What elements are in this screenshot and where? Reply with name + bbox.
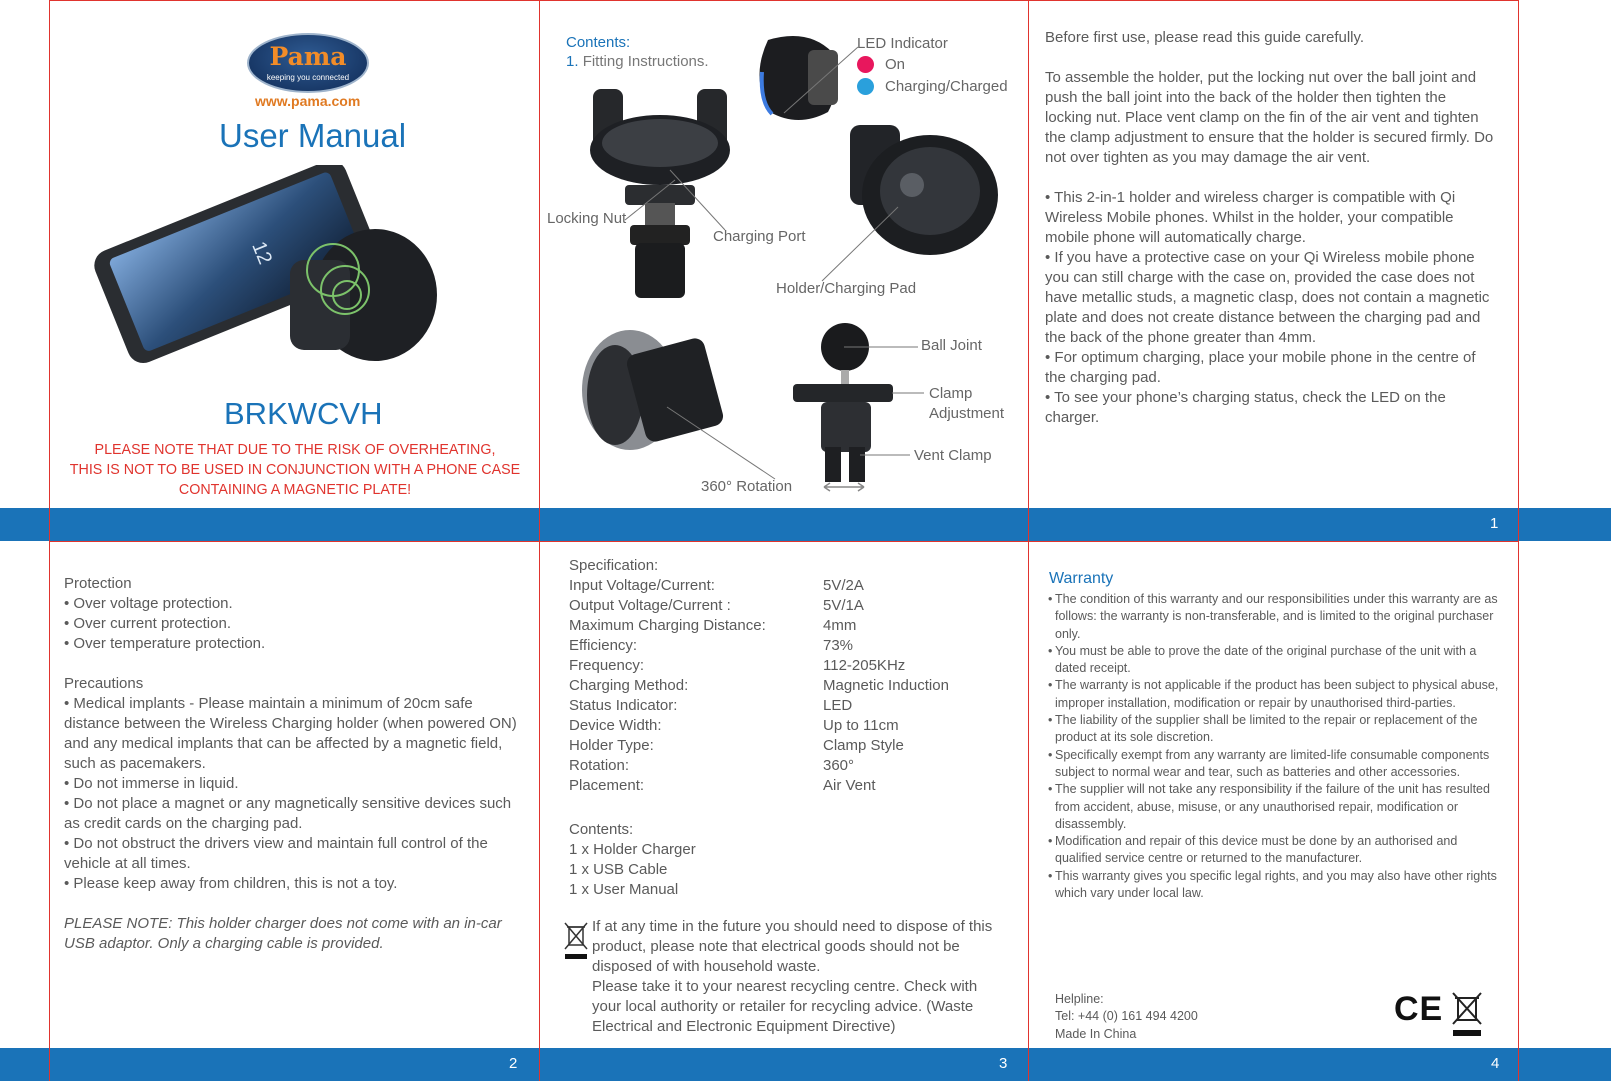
label-rotation: 360° Rotation (701, 478, 793, 495)
spec-row (569, 676, 989, 696)
disposal-paragraph: If at any time in the future you should need to dispose of this product, please note that electrical goods should not be disposed of with household waste. (592, 918, 993, 975)
warranty-item: Modification and repair of this device must be done by an authorised and qualified service centre or returned to the manufacturer. (1055, 834, 1458, 866)
warning-line: THIS IS NOT TO BE USED IN CONJUNCTION WITH A PHONE CASE (69, 462, 521, 478)
ce-mark: CE (1394, 990, 1444, 1028)
contents-item (566, 53, 709, 70)
contents-heading: Contents: (566, 34, 631, 51)
spec-row (569, 576, 989, 596)
logo-tagline: keeping you connected (266, 73, 350, 82)
page-title: User Manual (219, 117, 407, 154)
spec-key: Status Indicator: (569, 697, 678, 714)
warranty-item: The liability of the supplier shall be limited to the repair or replacement of the product at its sole discretion. (1055, 713, 1478, 745)
list-item: • This 2-in-1 holder and wireless charger is compatible with Qi Wireless Mobile phones. Whilst in the holder, your compatible mobile phone will automatically charge. (1045, 189, 1456, 246)
warranty-item: Specifically exempt from any warranty are limited-life consumable components subject to normal wear and tear, such as batteries and other accessories. (1055, 747, 1490, 779)
spec-key: Device Width: (569, 717, 662, 734)
helpline-tel[interactable]: Tel: +44 (0) 161 494 4200 (1055, 1009, 1198, 1024)
label-locking-nut: Locking Nut (547, 210, 627, 227)
list-item: 1 x USB Cable (569, 861, 668, 878)
divider (1028, 0, 1029, 1081)
spec-row (569, 656, 989, 676)
spec-key: Input Voltage/Current: (569, 577, 715, 594)
warranty-item: The condition of this warranty and our responsibilities under this warranty are as follows: the warranty is non-transferable, and is limited to the original purchaser only. (1055, 592, 1498, 641)
divider (539, 0, 540, 1081)
led-red-dot (857, 56, 874, 73)
warning-line: PLEASE NOTE THAT DUE TO THE RISK OF OVERHEATING, (94, 442, 496, 458)
helpline-block (1055, 991, 1198, 1043)
page-number: 2 (509, 1055, 518, 1072)
weee-bin-icon (563, 921, 589, 961)
helpline-title: Helpline: (1055, 992, 1104, 1006)
list-item: • For optimum charging, place your mobile phone in the centre of the charging pad. (1045, 349, 1476, 386)
list-item: • Do not immerse in liquid. (64, 775, 239, 792)
spec-value: 4mm (823, 617, 857, 634)
brand-logo (247, 33, 369, 93)
spec-value: 73% (823, 637, 854, 654)
divider (49, 0, 1518, 1)
leader-line (820, 205, 900, 285)
rotation-arrow-icon (820, 480, 868, 494)
divider (49, 541, 1518, 542)
spec-row (569, 756, 989, 776)
label-charging-port: Charging Port (713, 228, 806, 245)
spec-row (569, 616, 989, 636)
label-holder-pad: Holder/Charging Pad (776, 280, 917, 297)
svg-text:12: 12 (247, 238, 277, 268)
weee-bin-icon (1450, 990, 1484, 1038)
brand-url[interactable]: www.pama.com (255, 93, 361, 109)
spec-value: 5V/2A (823, 577, 864, 594)
overheating-warning (50, 440, 540, 500)
disposal-text (592, 917, 997, 1037)
phone-charger-illustration (85, 165, 445, 385)
section-heading: Contents: (569, 821, 634, 838)
divider (1518, 0, 1519, 1081)
list-item: • Medical implants - Please maintain a minimum of 20cm safe distance between the Wireless Charging holder (when powered ON) and any medical implants that can be affected by a magnetic field, such as pacemakers. (64, 695, 517, 772)
list-item: • Over temperature protection. (64, 635, 266, 652)
warranty-item: You must be able to prove the date of the original purchase of the unit with a dated receipt. (1055, 643, 1477, 676)
contents-label: Fitting Instructions. (582, 53, 709, 70)
label-led-charging: Charging/Charged (885, 78, 1008, 95)
list-item: 1 x Holder Charger (569, 841, 696, 858)
spec-key: Placement: (569, 777, 645, 794)
label-clamp-adjustment: Clamp (929, 385, 973, 402)
spec-key: Output Voltage/Current : (569, 597, 731, 614)
spec-value: Up to 11cm (823, 717, 899, 734)
list-item: 1 x User Manual (569, 881, 679, 898)
leader-line (665, 405, 785, 485)
warranty-list: • The condition of this warranty and our responsibilities under this warranty are as follows: the warranty is non-transferable, and is limited to the original purchaser only. • You must be able to prove the date of the original purchase of the unit with a dated receipt. • The warranty is not applicable if the product has been subject to physical abuse, improper installation, modification or repair by unauthorised third-parties. • The liability of the supplier shall be limited to the repair or replacement of the product at its sole discretion. • Specifically exempt from any warranty are limited-life consumable components subject to normal wear and tear, such as batteries and other accessories. • The supplier will not take any responsibility if the failure of the unit has resulted from accident, abuse, misuse, or any unauthorised repair, modification or disassembly. • Modification and repair of this device must be done by an authorised and qualified service centre or returned to the manufacturer. • This warranty gives you specific legal rights, and you may also have other rights which vary under local law. (1048, 591, 1506, 902)
spec-value: 112-205KHz (823, 657, 906, 674)
spec-value: 5V/1A (823, 597, 864, 614)
section-heading: Protection (64, 575, 132, 592)
page-number: 3 (999, 1055, 1008, 1072)
protection-section (64, 574, 529, 954)
spec-key: Efficiency: (569, 637, 638, 654)
spec-key: Rotation: (569, 757, 630, 774)
assembly-text: To assemble the holder, put the locking nut over the ball joint and push the ball joint into the back of the holder then tighten the locking nut. Place vent clamp on the fin of the air vent and tighten the clamp adjustment to ensure that the holder is secured firmly. Do not over tighten as you may damage the air vent. (1045, 69, 1494, 166)
list-item: • Do not place a magnet or any magnetically sensitive devices such as credit cards on the charging pad. (64, 795, 512, 832)
spec-value: Air Vent (823, 777, 876, 794)
page-number: 4 (1491, 1055, 1500, 1072)
spec-row (569, 776, 989, 796)
spec-value: 360° (823, 757, 855, 774)
footer-band-bottom (0, 1048, 1611, 1081)
spec-row (569, 716, 989, 736)
section-heading: Specification: (569, 557, 659, 574)
footer-band-top (0, 508, 1611, 541)
usb-adaptor-note: PLEASE NOTE: This holder charger does not come with an in-car USB adaptor. Only a charging cable is provided. (64, 915, 502, 952)
contents-number: 1. (566, 53, 579, 70)
list-item: • Over current protection. (64, 615, 231, 632)
warranty-heading: Warranty (1049, 570, 1114, 587)
specification-table (569, 556, 989, 900)
spec-key: Charging Method: (569, 677, 689, 694)
list-item: • To see your phone’s charging status, check the LED on the charger. (1045, 389, 1446, 426)
spec-value: Magnetic Induction (823, 677, 949, 694)
list-item: • Do not obstruct the drivers view and maintain full control of the vehicle at all times. (64, 835, 488, 872)
warranty-item: The warranty is not applicable if the product has been subject to physical abuse, improper installation, modification or repair by unauthorised third-parties. (1055, 678, 1499, 710)
label-led-indicator: LED Indicator (857, 35, 948, 52)
warning-line: CONTAINING A MAGNETIC PLATE! (178, 482, 412, 498)
list-item: • Please keep away from children, this is not a toy. (64, 875, 398, 892)
warranty-item: The supplier will not take any responsibility if the failure of the unit has resulted from accident, abuse, misuse, or any unauthorised repair, modification or disassembly. (1055, 782, 1490, 831)
label-clamp-adjustment: Adjustment (929, 405, 1005, 422)
instructions-text (1045, 28, 1495, 428)
spec-row (569, 736, 989, 756)
spec-value: LED (823, 697, 853, 714)
spec-key: Maximum Charging Distance: (569, 617, 766, 634)
label-ball-joint: Ball Joint (921, 337, 982, 354)
label-led-on: On (885, 56, 906, 73)
warranty-item: This warranty gives you specific legal rights, and you may also have other rights which vary under local law. (1055, 868, 1497, 901)
divider (49, 0, 50, 1081)
model-number: BRKWCVH (224, 396, 383, 431)
spec-row (569, 596, 989, 616)
spec-key: Frequency: (569, 657, 645, 674)
spec-row (569, 696, 989, 716)
section-heading: Precautions (64, 675, 144, 692)
disposal-paragraph: Please take it to your nearest recycling centre. Check with your local authority or retailer for recycling advice. (Waste Electrical and Electronic Equipment Directive) (592, 978, 978, 1035)
led-blue-dot (857, 78, 874, 95)
list-item: • Over voltage protection. (64, 595, 233, 612)
label-vent-clamp: Vent Clamp (914, 447, 992, 464)
leader-line (780, 45, 860, 115)
spec-value: Clamp Style (823, 737, 904, 754)
list-item: • If you have a protective case on your Qi Wireless mobile phone you can still charge with the case on, provided the case does not have metallic studs, a magnetic clasp, does not contain a magnetic plate and does not create distance between the charging pad and the back of the phone greater than 4mm. (1045, 249, 1490, 346)
intro-text: Before first use, please read this guide carefully. (1045, 29, 1365, 46)
logo-text: Pama (269, 42, 347, 71)
page-number: 1 (1490, 515, 1499, 532)
spec-row (569, 636, 989, 656)
made-in: Made In China (1055, 1026, 1137, 1041)
spec-key: Holder Type: (569, 737, 654, 754)
